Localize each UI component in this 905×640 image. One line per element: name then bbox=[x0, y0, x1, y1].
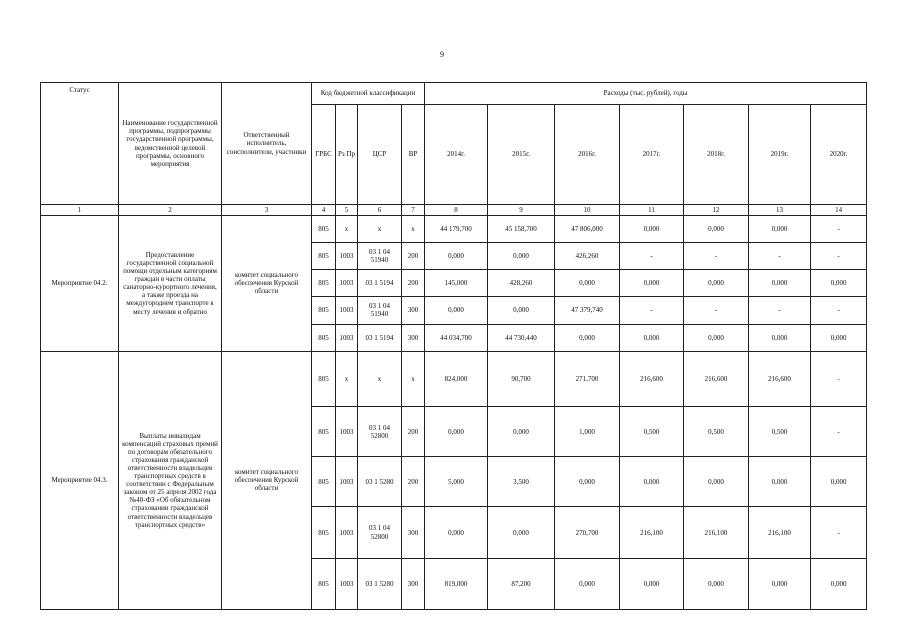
value-cell: 0,000 bbox=[684, 457, 749, 507]
grbs-cell: 805 bbox=[312, 406, 336, 456]
grbs-cell: 805 bbox=[312, 351, 336, 406]
value-cell: 0,000 bbox=[684, 270, 749, 297]
value-cell: 0,000 bbox=[488, 507, 555, 558]
column-number: 13 bbox=[749, 205, 811, 216]
column-number: 9 bbox=[488, 205, 555, 216]
value-cell: 0,000 bbox=[425, 243, 488, 270]
value-cell: 47 806,000 bbox=[555, 216, 620, 243]
csr-cell: 03 1 04 51940 bbox=[358, 297, 402, 324]
value-cell: - bbox=[811, 216, 867, 243]
value-cell: 0,000 bbox=[555, 457, 620, 507]
header-name: Наименование государственной программы, подпрограммы государственной программы, ведомственной целевой программы, основного мероприятия bbox=[119, 83, 222, 205]
value-cell: 0,000 bbox=[620, 558, 684, 609]
column-number: 12 bbox=[684, 205, 749, 216]
grbs-cell: 805 bbox=[312, 243, 336, 270]
value-cell: - bbox=[684, 243, 749, 270]
rzpr-cell: 1003 bbox=[336, 297, 358, 324]
grbs-cell: 805 bbox=[312, 457, 336, 507]
value-cell: 0,500 bbox=[684, 406, 749, 456]
header-status: Статус bbox=[41, 83, 119, 205]
header-csr: ЦСР bbox=[358, 105, 402, 205]
value-cell: 0,000 bbox=[684, 558, 749, 609]
header-year: 2014г. bbox=[425, 105, 488, 205]
column-number: 14 bbox=[811, 205, 867, 216]
header-code-group: Код бюджетной классификации bbox=[312, 83, 425, 105]
csr-cell: 03 1 5280 bbox=[358, 558, 402, 609]
vr-cell: 300 bbox=[402, 558, 425, 609]
value-cell: 0,000 bbox=[488, 243, 555, 270]
column-number: 2 bbox=[119, 205, 222, 216]
value-cell: 428,260 bbox=[488, 270, 555, 297]
grbs-cell: 805 bbox=[312, 558, 336, 609]
csr-cell: 03 1 04 51940 bbox=[358, 243, 402, 270]
value-cell: 0,000 bbox=[749, 216, 811, 243]
vr-cell: 300 bbox=[402, 297, 425, 324]
value-cell: 216,600 bbox=[620, 351, 684, 406]
header-year: 2017г. bbox=[620, 105, 684, 205]
value-cell: 0,000 bbox=[749, 558, 811, 609]
value-cell: 0,000 bbox=[425, 297, 488, 324]
value-cell: 216,600 bbox=[749, 351, 811, 406]
value-cell: 216,600 bbox=[684, 351, 749, 406]
vr-cell: 200 bbox=[402, 270, 425, 297]
value-cell: - bbox=[811, 351, 867, 406]
value-cell: 3,500 bbox=[488, 457, 555, 507]
value-cell: 270,700 bbox=[555, 507, 620, 558]
measure-name: Выплаты инвалидам компенсаций страховых премий по договорам обязательного страхования гражданской ответственности владельцев транспортных средств в соответствии с Федеральным законом от 25 апреля 2002 года №40-ФЗ «Об обязательном страховании гражданской ответственности владельцев транспортных средств» bbox=[119, 351, 222, 609]
value-cell: 0,500 bbox=[749, 406, 811, 456]
value-cell: 0,000 bbox=[684, 216, 749, 243]
rzpr-cell: x bbox=[336, 351, 358, 406]
column-number: 11 bbox=[620, 205, 684, 216]
value-cell: 44 730,440 bbox=[488, 324, 555, 351]
value-cell: 0,000 bbox=[749, 270, 811, 297]
value-cell: 0,000 bbox=[749, 457, 811, 507]
column-number: 5 bbox=[336, 205, 358, 216]
header-year: 2018г. bbox=[684, 105, 749, 205]
column-number-row bbox=[41, 205, 867, 216]
value-cell: - bbox=[684, 297, 749, 324]
column-number: 10 bbox=[555, 205, 620, 216]
value-cell: 44 034,700 bbox=[425, 324, 488, 351]
value-cell: 44 179,700 bbox=[425, 216, 488, 243]
value-cell: 0,000 bbox=[555, 558, 620, 609]
page-number: 9 bbox=[440, 50, 444, 59]
measure-responsible: комитет социального обеспечения Курской области bbox=[222, 351, 312, 609]
value-cell: 0,000 bbox=[811, 457, 867, 507]
value-cell: 216,100 bbox=[684, 507, 749, 558]
value-cell: - bbox=[811, 243, 867, 270]
value-cell: - bbox=[811, 297, 867, 324]
vr-cell: 300 bbox=[402, 324, 425, 351]
value-cell: 0,000 bbox=[620, 324, 684, 351]
header-year: 2016г. bbox=[555, 105, 620, 205]
value-cell: 0,000 bbox=[425, 406, 488, 456]
value-cell: 0,000 bbox=[620, 216, 684, 243]
budget-table bbox=[40, 82, 867, 610]
csr-cell: 03 1 04 52800 bbox=[358, 507, 402, 558]
value-cell: 45 158,700 bbox=[488, 216, 555, 243]
table-row bbox=[41, 351, 867, 406]
header-year: 2019г. bbox=[749, 105, 811, 205]
value-cell: - bbox=[749, 243, 811, 270]
header-year: 2015г. bbox=[488, 105, 555, 205]
value-cell: - bbox=[811, 406, 867, 456]
column-number: 7 bbox=[402, 205, 425, 216]
value-cell: 819,000 bbox=[425, 558, 488, 609]
grbs-cell: 805 bbox=[312, 216, 336, 243]
header-responsible: Ответственный исполнитель, соисполнители, участники bbox=[222, 83, 312, 205]
grbs-cell: 805 bbox=[312, 324, 336, 351]
vr-cell: x bbox=[402, 351, 425, 406]
value-cell: - bbox=[620, 243, 684, 270]
value-cell: 0,000 bbox=[555, 270, 620, 297]
value-cell: 426,260 bbox=[555, 243, 620, 270]
csr-cell: 03 1 04 52800 bbox=[358, 406, 402, 456]
column-number: 3 bbox=[222, 205, 312, 216]
value-cell: 1,000 bbox=[555, 406, 620, 456]
value-cell: 47 379,740 bbox=[555, 297, 620, 324]
table-row bbox=[41, 216, 867, 243]
value-cell: 87,200 bbox=[488, 558, 555, 609]
value-cell: 0,000 bbox=[620, 457, 684, 507]
vr-cell: 300 bbox=[402, 507, 425, 558]
value-cell: - bbox=[811, 507, 867, 558]
measure-name: Предоставление государственной социальной помощи отдельным категориям граждан в части оплаты санаторно-курортного лечения, а также проезда на междугороднем транспорте к месту лечения и обратно bbox=[119, 216, 222, 352]
rzpr-cell: 1003 bbox=[336, 270, 358, 297]
column-number: 6 bbox=[358, 205, 402, 216]
value-cell: 0,000 bbox=[425, 507, 488, 558]
value-cell: 5,000 bbox=[425, 457, 488, 507]
vr-cell: 200 bbox=[402, 243, 425, 270]
value-cell: 0,000 bbox=[811, 324, 867, 351]
csr-cell: 03 1 5280 bbox=[358, 457, 402, 507]
measure-responsible: комитет социального обеспечения Курской области bbox=[222, 216, 312, 352]
csr-cell: x bbox=[358, 216, 402, 243]
vr-cell: x bbox=[402, 216, 425, 243]
csr-cell: x bbox=[358, 351, 402, 406]
value-cell: 271,700 bbox=[555, 351, 620, 406]
column-number: 8 bbox=[425, 205, 488, 216]
value-cell: 216,100 bbox=[620, 507, 684, 558]
column-number: 1 bbox=[41, 205, 119, 216]
vr-cell: 200 bbox=[402, 406, 425, 456]
value-cell: 0,000 bbox=[555, 324, 620, 351]
value-cell: 0,000 bbox=[684, 324, 749, 351]
rzpr-cell: 1003 bbox=[336, 406, 358, 456]
header-grbs: ГРБС bbox=[312, 105, 336, 205]
measure-status: Мероприятие 04.3. bbox=[41, 351, 119, 609]
rzpr-cell: 1003 bbox=[336, 558, 358, 609]
value-cell: 90,700 bbox=[488, 351, 555, 406]
header-rzpr: Рз Пр bbox=[336, 105, 358, 205]
rzpr-cell: 1003 bbox=[336, 507, 358, 558]
value-cell: 0,000 bbox=[811, 558, 867, 609]
value-cell: - bbox=[620, 297, 684, 324]
grbs-cell: 805 bbox=[312, 270, 336, 297]
header-year: 2020г. bbox=[811, 105, 867, 205]
value-cell: 0,500 bbox=[620, 406, 684, 456]
grbs-cell: 805 bbox=[312, 507, 336, 558]
header-vr: ВР bbox=[402, 105, 425, 205]
value-cell: 0,000 bbox=[749, 324, 811, 351]
vr-cell: 200 bbox=[402, 457, 425, 507]
value-cell: 145,000 bbox=[425, 270, 488, 297]
value-cell: - bbox=[749, 297, 811, 324]
value-cell: 0,000 bbox=[620, 270, 684, 297]
csr-cell: 03 1 5194 bbox=[358, 324, 402, 351]
column-number: 4 bbox=[312, 205, 336, 216]
rzpr-cell: 1003 bbox=[336, 243, 358, 270]
csr-cell: 03 1 5194 bbox=[358, 270, 402, 297]
value-cell: 216,100 bbox=[749, 507, 811, 558]
rzpr-cell: 1003 bbox=[336, 457, 358, 507]
rzpr-cell: 1003 bbox=[336, 324, 358, 351]
header-expenses-group: Расходы (тыс. рублей), годы bbox=[425, 83, 867, 105]
value-cell: 0,000 bbox=[488, 297, 555, 324]
value-cell: 824,000 bbox=[425, 351, 488, 406]
measure-status: Мероприятие 04.2. bbox=[41, 216, 119, 352]
rzpr-cell: x bbox=[336, 216, 358, 243]
value-cell: 0,000 bbox=[488, 406, 555, 456]
value-cell: 0,000 bbox=[811, 270, 867, 297]
grbs-cell: 805 bbox=[312, 297, 336, 324]
